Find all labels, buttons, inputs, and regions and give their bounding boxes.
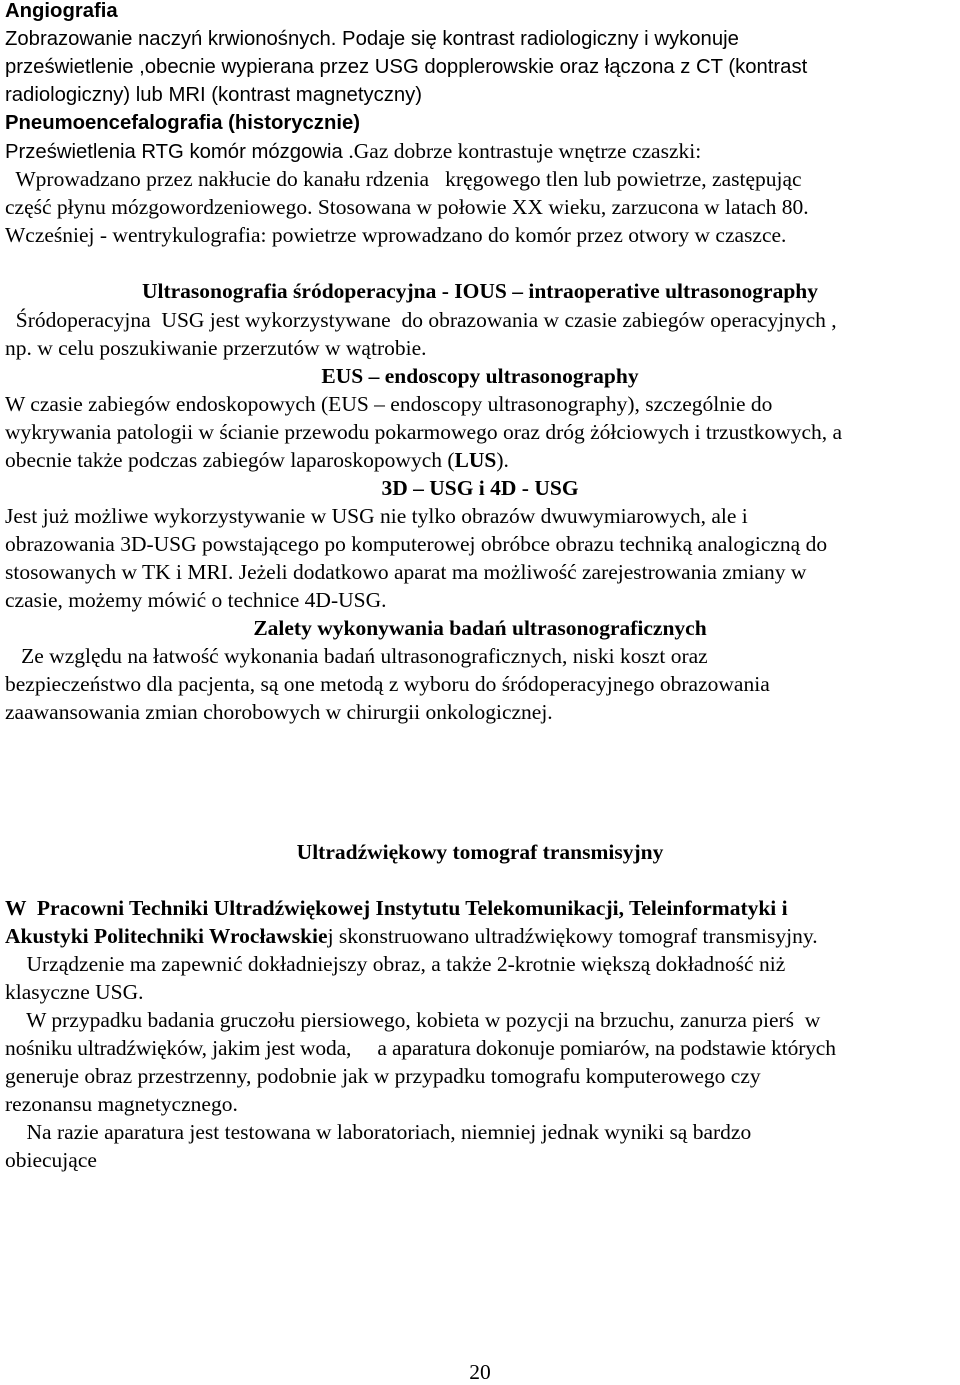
heading-ious: Ultrasonografia śródoperacyjna - IOUS – intraoperative ultrasonography — [141, 279, 819, 303]
text-span: obecnie także podczas zabiegów laparoskopowych ( — [5, 448, 455, 472]
text-line: część płynu mózgowordzeniowego. Stosowana w połowie XX wieku, zarzucona w latach 80. — [5, 195, 809, 219]
text-line: W czasie zabiegów endoskopowych (EUS – endoscopy ultrasonography), szczególnie do — [5, 392, 773, 416]
text-line: prześwietlenie ,obecnie wypierana przez USG dopplerowskie oraz łączona z CT (kontrast — [5, 56, 808, 78]
text-span-bold: LUS — [454, 448, 497, 472]
text-span-bold: Akustyki Politechniki Wrocławskie — [5, 924, 328, 948]
text-line: klasyczne USG. — [5, 980, 144, 1004]
text-line: obiecujące — [5, 1148, 97, 1172]
text-line-bold: W Pracowni Techniki Ultradźwiękowej Instytutu Telekomunikacji, Teleinformatyki i — [5, 896, 788, 920]
page-number: 20 — [469, 1360, 491, 1384]
text-line: Wprowadzano przez nakłucie do kanału rdzenia kręgowego tlen lub powietrze, zastępując — [5, 167, 802, 191]
text-line: radiologiczny) lub MRI (kontrast magnetyczny) — [5, 84, 423, 106]
heading-pneumoencefalografia: Pneumoencefalografia (historycznie) — [5, 112, 361, 134]
text-line: np. w celu poszukiwanie przerzutów w wątrobie. — [5, 336, 427, 360]
text-line: wykrywania patologii w ścianie przewodu pokarmowego oraz dróg żółciowych i trzustkowych, a — [5, 420, 843, 444]
text-line: obrazowania 3D-USG powstającego po komputerowej obróbce obrazu techniką analogiczną do — [5, 532, 828, 556]
text-line: stosowanych w TK i MRI. Jeżeli dodatkowo aparat ma możliwość zarejestrowania zmiany w — [5, 560, 807, 584]
text-line — [5, 137, 701, 166]
text-line: Wcześniej - wentrykulografia: powietrze wprowadzano do komór przez otwory w czaszce. — [5, 223, 787, 247]
text-line: Jest już możliwe wykorzystywanie w USG nie tylko obrazów dwuwymiarowych, ale i — [5, 504, 748, 528]
text-line: Zobrazowanie naczyń krwionośnych. Podaje się kontrast radiologiczny i wykonuje — [5, 28, 739, 50]
text-span: .Gaz dobrze kontrastuje wnętrze czaszki: — [348, 139, 702, 163]
text-line — [5, 446, 509, 475]
text-line: Ze względu na łatwość wykonania badań ultrasonograficznych, niski koszt oraz — [5, 644, 708, 668]
text-line: Śródoperacyjna USG jest wykorzystywane do obrazowania w czasie zabiegów operacyjnych , — [5, 308, 837, 332]
text-line: czasie, możemy mówić o technice 4D-USG. — [5, 588, 387, 612]
heading-3d-4d: 3D – USG i 4D - USG — [381, 476, 579, 500]
heading-angiografia: Angiografia — [5, 0, 118, 22]
heading-tomograf: Ultradźwiękowy tomograf transmisyjny — [296, 840, 664, 864]
heading-eus: EUS – endoscopy ultrasonography — [321, 364, 639, 388]
text-line: Na razie aparatura jest testowana w laboratoriach, niemniej jednak wyniki są bardzo — [5, 1120, 752, 1144]
text-line: W przypadku badania gruczołu piersiowego, kobieta w pozycji na brzuchu, zanurza pierś w — [5, 1008, 821, 1032]
text-line: Urządzenie ma zapewnić dokładniejszy obraz, a także 2-krotnie większą dokładność niż — [5, 952, 786, 976]
text-line: generuje obraz przestrzenny, podobnie jak w przypadku tomografu komputerowego czy — [5, 1064, 761, 1088]
text-span: Prześwietlenia RTG komór mózgowia — [5, 141, 349, 163]
heading-zalety: Zalety wykonywania badań ultrasonograficznych — [253, 616, 707, 640]
text-span: j skonstruowano ultradźwiękowy tomograf transmisyjny. — [327, 924, 818, 948]
text-line: nośniku ultradźwięków, jakim jest woda, a aparatura dokonuje pomiarów, na podstawie których — [5, 1036, 836, 1060]
text-line: zaawansowania zmian chorobowych w chirurgii onkologicznej. — [5, 700, 553, 724]
text-line — [5, 922, 818, 951]
text-line: bezpieczeństwo dla pacjenta, są one metodą z wyboru do śródoperacyjnego obrazowania — [5, 672, 770, 696]
text-span: ). — [496, 448, 509, 472]
text-line: rezonansu magnetycznego. — [5, 1092, 238, 1116]
